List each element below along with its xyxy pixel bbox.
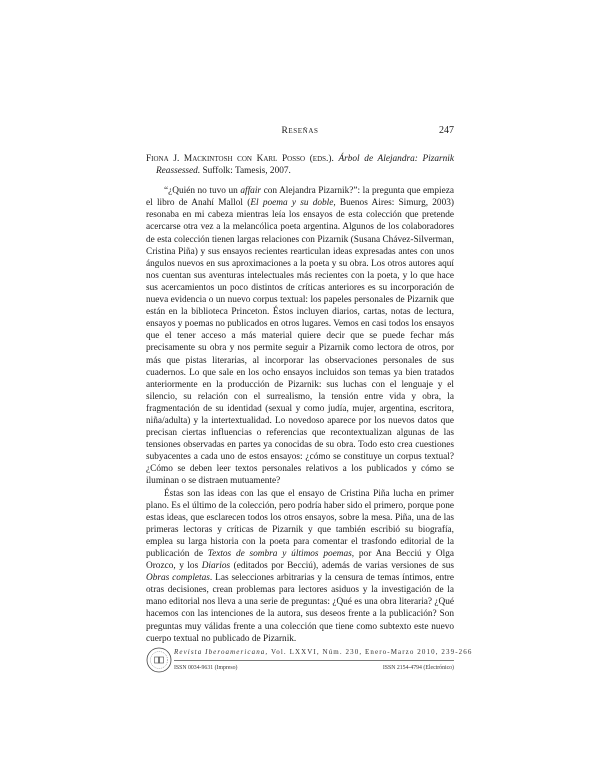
p2-obras-title: Obras completas	[146, 573, 210, 584]
p1-book-title: El poema y su doble	[250, 198, 334, 209]
page-number: 247	[439, 125, 454, 136]
issn-print: ISSN 0034-9631 (Impreso)	[174, 665, 238, 671]
citation-authors: Fiona J. Mackintosh con Karl Posso (eds.).	[146, 154, 334, 164]
p2-text-a: Éstas son las ideas con las que el ensayo de Cristina Piña lucha en primer plano. Es el último de la colección, pero podría haber sido el primero, porque pone estas ideas, que esclarecen todos los otros ensayos, sobre la mesa. Piña, una de las primeras lectoras y críticas de Pizarnik y que también escribió su biografía, emplea su larga historia con la poeta para comentar el trasfondo editorial de la publicación de	[146, 488, 454, 559]
running-head	[146, 126, 454, 142]
journal-citation	[174, 648, 473, 661]
p1-text-b: con Alejandra Pizarnik?”: la pregunta que empieza el libro de Anahí Mallol (	[146, 186, 454, 209]
p2-textos-title: Textos de sombra y últimos poemas	[207, 549, 352, 559]
review-content	[146, 153, 454, 645]
book-citation	[146, 153, 454, 177]
p2-text-b: , por Ana Becciú y Olga Orozco, y los	[146, 549, 454, 572]
issn-electronic: ISSN 2154-4794 (Electrónico)	[382, 665, 454, 671]
journal-seal-icon	[146, 647, 172, 673]
paragraph-2	[146, 488, 454, 645]
p1-text-c: , Buenos Aires: Simurg, 2003) resonaba en mi cabeza mientras leía los ensayos de esta colección que pretende acercarse otra vez a la melancólica poeta argentina. Algunos de los colaboradores de esta colección tienen largas relaciones con Pizarnik (Susana Chávez-Silverman, Cristina Piña) y sus ensayos recientes rearticulan ideas expresadas antes con unos ángulos nuevos en sus aproximaciones a la poeta y su obra. Los otros autores aquí nos cuentan sus aventuras intelectuales más recientes con la poeta, y lo que hace sus acercamientos un poco distintos de críticas anteriores es su incorporación de nueva evidencia o un nuevo corpus textual: los papeles personales de Pizarnik que están en la biblioteca Princeton. Éstos incluyen diarios, cartas, notas de lectura, ensayos y poemas no publicados en otros lugares. Vemos en casi todos los ensayos que el tener acceso a más material quiere decir que se puede fechar más precisamente su obra y nos permite seguir a Pizarnik como lectora de otros, por más que pistas literarias, al incorporar las observaciones personales de sus cuadernos. Lo que sale en los ocho ensayos incluidos son temas ya bien tratados anteriormente en la producción de Pizarnik: sus luchas con el lenguaje y el silencio, su relación con el surrealismo, la tensión entre vida y obra, la fragmentación de su identidad (sexual y como judía, mujer, argentina, escritora, niña/adulta) y la intertextualidad. Lo novedoso aparece por los nuevos datos que precisan ciertas influencias o referencias que recontextualizan algunas de las tensiones observadas en partes ya conocidas de su obra. Todo esto crea cuestiones subyacentes a cada uno de estos ensayos: ¿cómo se constituye un corpus textual? ¿Cómo se deben leer textos personales relativos a los publicados y cómo se iluminan o se distraen mutuamente?	[146, 198, 454, 487]
journal-footer	[146, 647, 473, 687]
p1-text-a: “¿Quién no tuvo un	[164, 186, 241, 197]
p2-text-c: (editados por Becciú), además de varias versiones de sus	[230, 561, 454, 572]
citation-title: Árbol de Alejandra: Pizarnik Reassessed.	[156, 154, 455, 177]
journal-issue: Vol. LXXVI, Núm. 230, Enero-Marzo 2010, 239-266	[268, 648, 473, 656]
journal-name: Revista Iberoamericana,	[174, 648, 269, 656]
p1-affair: affair	[240, 186, 262, 197]
p2-diarios-title: Diarios	[201, 561, 231, 572]
p2-text-d: . Las selecciones arbitrarias y la censura de temas íntimos, entre otras decisiones, crean problemas para lectores asiduos y la investigación de la mano editorial nos lleva a una serie de preguntas: ¿Qué es una obra literaria? ¿Qué hacemos con las intenciones de la autora, sus deseos frente a la publicación? Son preguntas muy válidas frente a una colección que tiene como subtexto este nuevo cuerpo textual no publicado de Pizarnik.	[146, 573, 454, 644]
citation-publisher: Suffolk: Tamesis, 2007.	[202, 166, 291, 177]
paragraph-1	[146, 185, 454, 487]
section-title: Reseñas	[281, 126, 319, 136]
